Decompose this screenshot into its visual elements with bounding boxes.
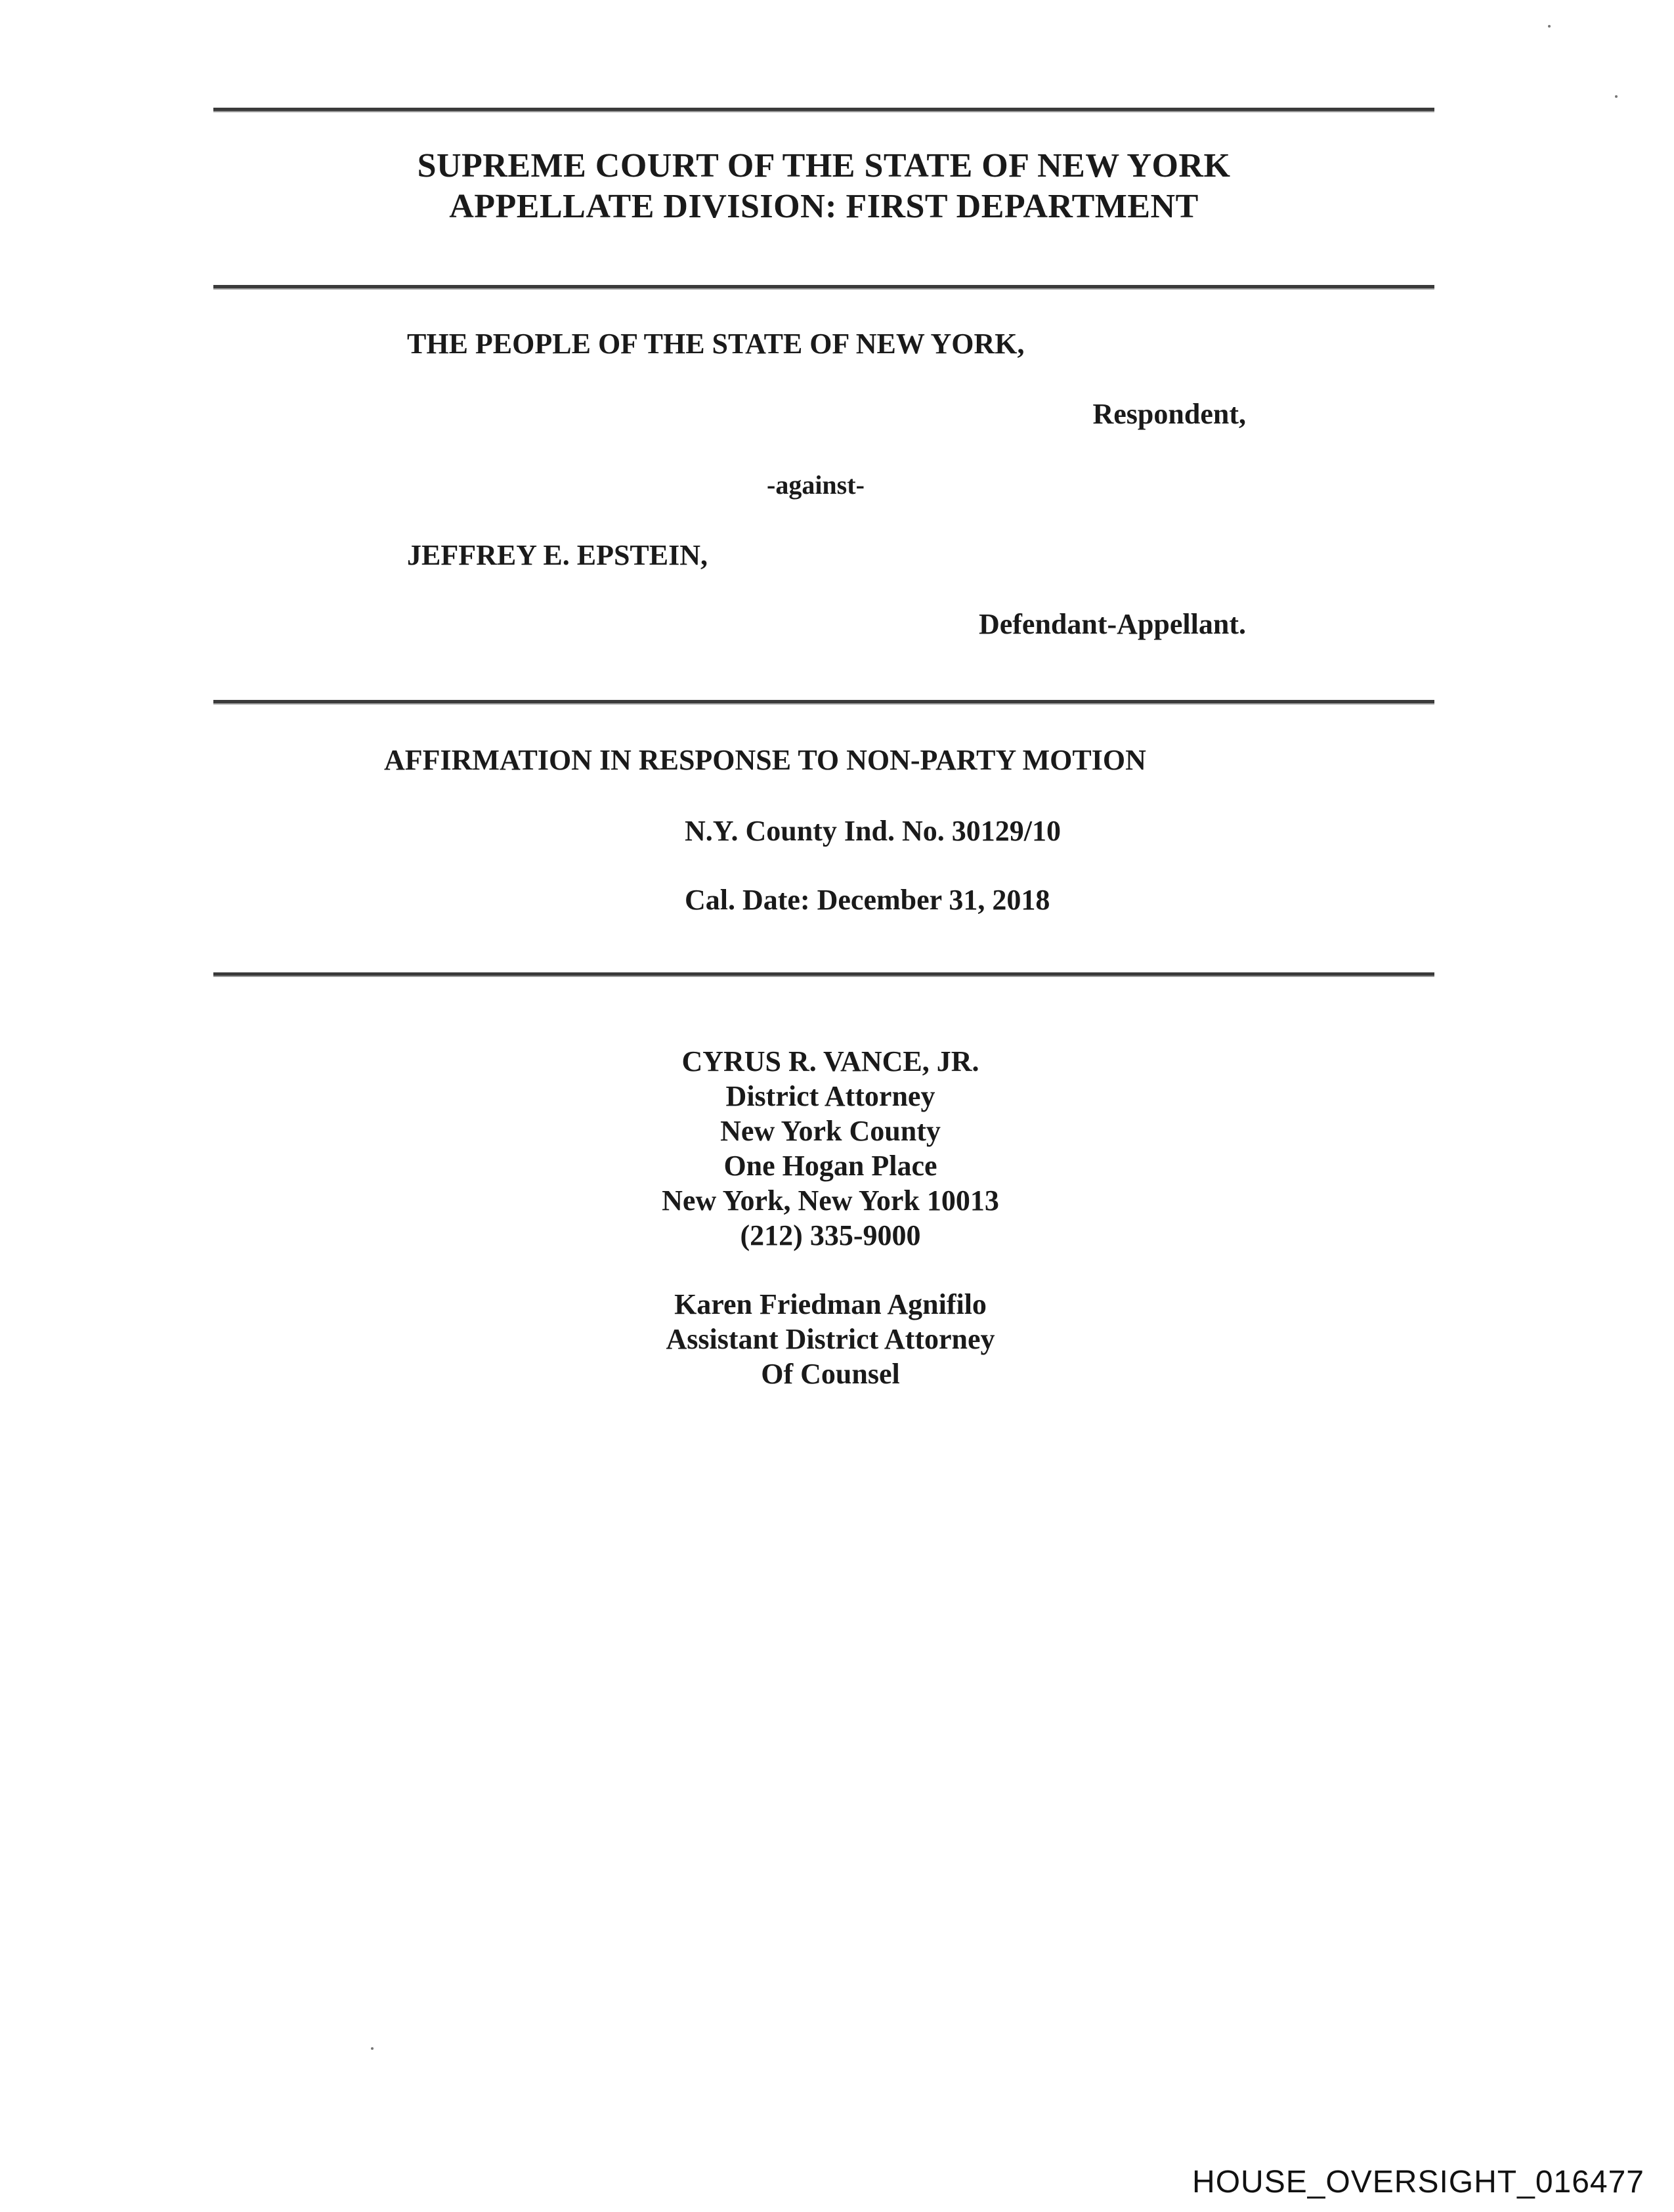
scan-speck (1615, 95, 1618, 98)
court-division-line: APPELLATE DIVISION: FIRST DEPARTMENT (449, 188, 1199, 225)
district-attorney-title: District Attorney (725, 1080, 935, 1112)
office-street: One Hogan Place (723, 1150, 937, 1182)
court-title (213, 146, 1434, 227)
document-title: AFFIRMATION IN RESPONSE TO NON-PARTY MOTION (384, 744, 1146, 776)
caption-rule (213, 700, 1434, 705)
court-title-rule (213, 285, 1434, 290)
counsel-title: Assistant District Attorney (666, 1323, 995, 1355)
district-attorney-block (492, 1044, 1169, 1253)
plaintiff-name: THE PEOPLE OF THE STATE OF NEW YORK, (407, 328, 1025, 360)
district-attorney-name: CYRUS R. VANCE, JR. (681, 1045, 979, 1077)
scan-speck (371, 2047, 374, 2050)
calendar-date: Cal. Date: December 31, 2018 (685, 884, 1050, 916)
counsel-name: Karen Friedman Agnifilo (674, 1288, 987, 1320)
defendant-role: Defendant-Appellant. (978, 608, 1246, 640)
plaintiff-role: Respondent, (1092, 398, 1246, 430)
defendant-name: JEFFREY E. EPSTEIN, (407, 539, 708, 571)
bates-number: HOUSE_OVERSIGHT_016477 (1192, 2165, 1644, 2200)
top-rule (213, 108, 1434, 112)
counsel-block (492, 1287, 1169, 1391)
indictment-number: N.Y. County Ind. No. 30129/10 (685, 815, 1061, 847)
court-name-line: SUPREME COURT OF THE STATE OF NEW YORK (417, 147, 1231, 184)
office-county: New York County (720, 1115, 941, 1147)
scan-speck (1548, 25, 1551, 28)
counsel-role: Of Counsel (761, 1358, 900, 1390)
versus-label: -against- (767, 470, 865, 500)
document-info-rule (213, 972, 1434, 977)
office-city: New York, New York 10013 (662, 1184, 999, 1217)
office-phone: (212) 335-9000 (740, 1219, 921, 1251)
